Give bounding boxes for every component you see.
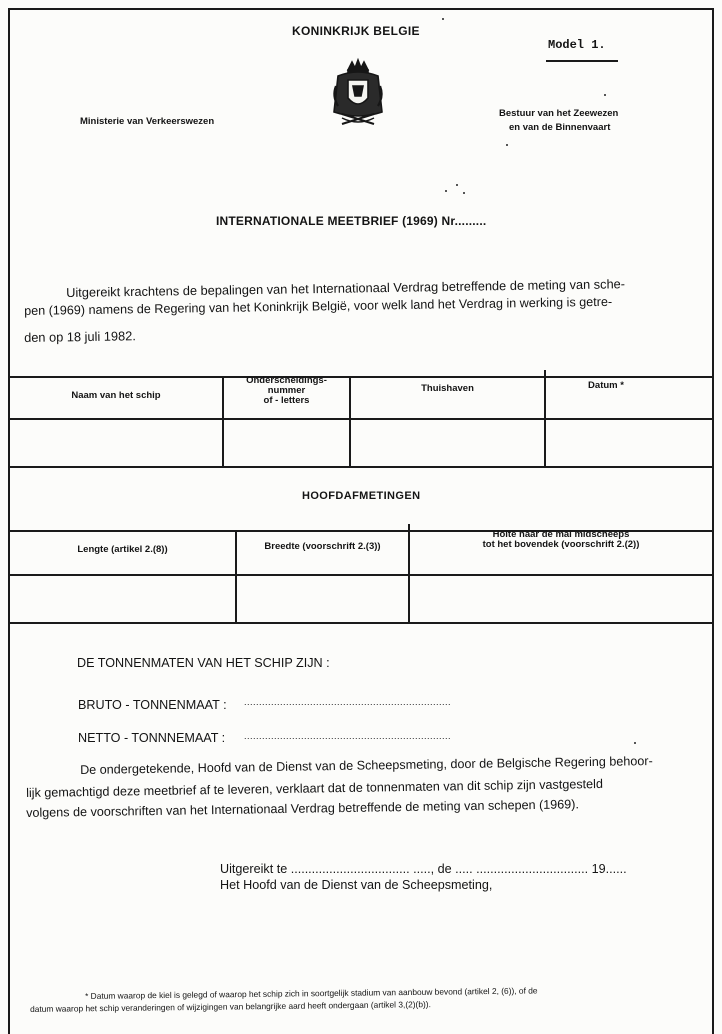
identification-header-line-2: nummer [267, 385, 306, 396]
net-tonnage-field[interactable]: ..................................................................... [244, 731, 452, 741]
identification-header-line-1: Onderscheidings- [246, 375, 327, 386]
intro-line-2: pen (1969) namens de Regering van het Koninkrijk België, voor welk land het Verdrag in werking is getre- [24, 294, 613, 318]
scan-speck [634, 742, 636, 744]
scan-speck [456, 184, 458, 186]
dimensions-heading: HOOFDAFMETINGEN [302, 490, 421, 502]
coat-of-arms-icon [328, 56, 388, 130]
depth-header-line-1: Holte naar de mal midscheeps [492, 529, 630, 540]
footnote-line-1: * Datum waarop de kiel is gelegd of waarop het schip zich in soortgelijk stadium van aanbouw bevond (artikel 2, (6)), of de [85, 985, 538, 1001]
depth-header-line-2: tot het bovendek (voorschrift 2.(2)) [482, 539, 640, 550]
home-port-field[interactable] [353, 420, 542, 464]
declaration-line-2: lijk gemachtigd deze meetbrief af te leveren, verklaart dat de tonnenmaten van dit schip zijn vastgesteld [26, 776, 604, 800]
breadth-field[interactable] [239, 576, 406, 620]
ministry-label: Ministerie van Verkeerswezen [80, 116, 215, 127]
date-header: Datum * [588, 380, 624, 391]
length-field[interactable] [12, 576, 233, 620]
page-border-right [712, 8, 714, 1034]
administration-line-2: en van de Binnenvaart [509, 122, 611, 133]
scan-speck [463, 192, 465, 194]
scan-speck [445, 190, 447, 192]
gross-tonnage-label: BRUTO - TONNENMAAT : [78, 698, 227, 712]
depth-header [410, 530, 712, 550]
certificate-title: INTERNATIONALE MEETBRIEF (1969) Nr......... [216, 214, 487, 228]
page-border-left [8, 8, 10, 1034]
scan-speck [442, 18, 444, 20]
administration-line-1: Bestuur van het Zeewezen [499, 108, 619, 119]
length-header: Lengte (artikel 2.(8)) [77, 544, 168, 555]
model-number: Model 1. [548, 38, 606, 52]
model-underline [546, 60, 618, 62]
issued-at-line[interactable]: Uitgereikt te .................................. ....., de ..... ................................ 19...... [220, 862, 627, 876]
ship-table-top-border [10, 376, 712, 378]
ship-name-field[interactable] [12, 420, 220, 464]
breadth-header: Breedte (voorschrift 2.(3)) [264, 541, 381, 552]
scan-speck [604, 94, 606, 96]
scan-speck [506, 144, 508, 146]
kingdom-title: KONINKRIJK BELGIE [292, 24, 420, 38]
date-field[interactable] [548, 420, 710, 464]
gross-tonnage-field[interactable]: ..................................................................... [244, 697, 452, 707]
identification-header-line-3: of - letters [263, 395, 310, 406]
ship-name-header: Naam van het schip [71, 390, 161, 401]
dimensions-table-bottom-border [10, 622, 712, 624]
identification-header [224, 376, 349, 406]
depth-field[interactable] [412, 576, 710, 620]
intro-line-3: den op 18 juli 1982. [24, 328, 136, 345]
declaration-line-1: De ondergetekende, Hoofd van de Dienst van de Scheepsmeting, door de Belgische Regering behoor- [80, 754, 653, 777]
home-port-header: Thuishaven [421, 383, 474, 394]
ship-table-bottom-border [10, 466, 712, 468]
net-tonnage-label: NETTO - TONNNEMAAT : [78, 731, 226, 745]
intro-line-1: Uitgereikt krachtens de bepalingen van het Internationaal Verdrag betreffende de meting van sche- [66, 276, 626, 300]
identification-field[interactable] [226, 420, 347, 464]
footnote-line-2: datum waarop het schip veranderingen of wijzigingen van belangrijke aard heeft ondergaan (artikel 3,(2)(b)). [30, 999, 431, 1014]
page-border-top [8, 8, 714, 10]
tonnage-heading: DE TONNENMATEN VAN HET SCHIP ZIJN : [77, 656, 330, 670]
signatory-title: Het Hoofd van de Dienst van de Scheepsmeting, [220, 878, 493, 892]
declaration-line-3: volgens de voorschriften van het Internationaal Verdrag betreffende de meting van schepen (1969). [26, 797, 580, 820]
